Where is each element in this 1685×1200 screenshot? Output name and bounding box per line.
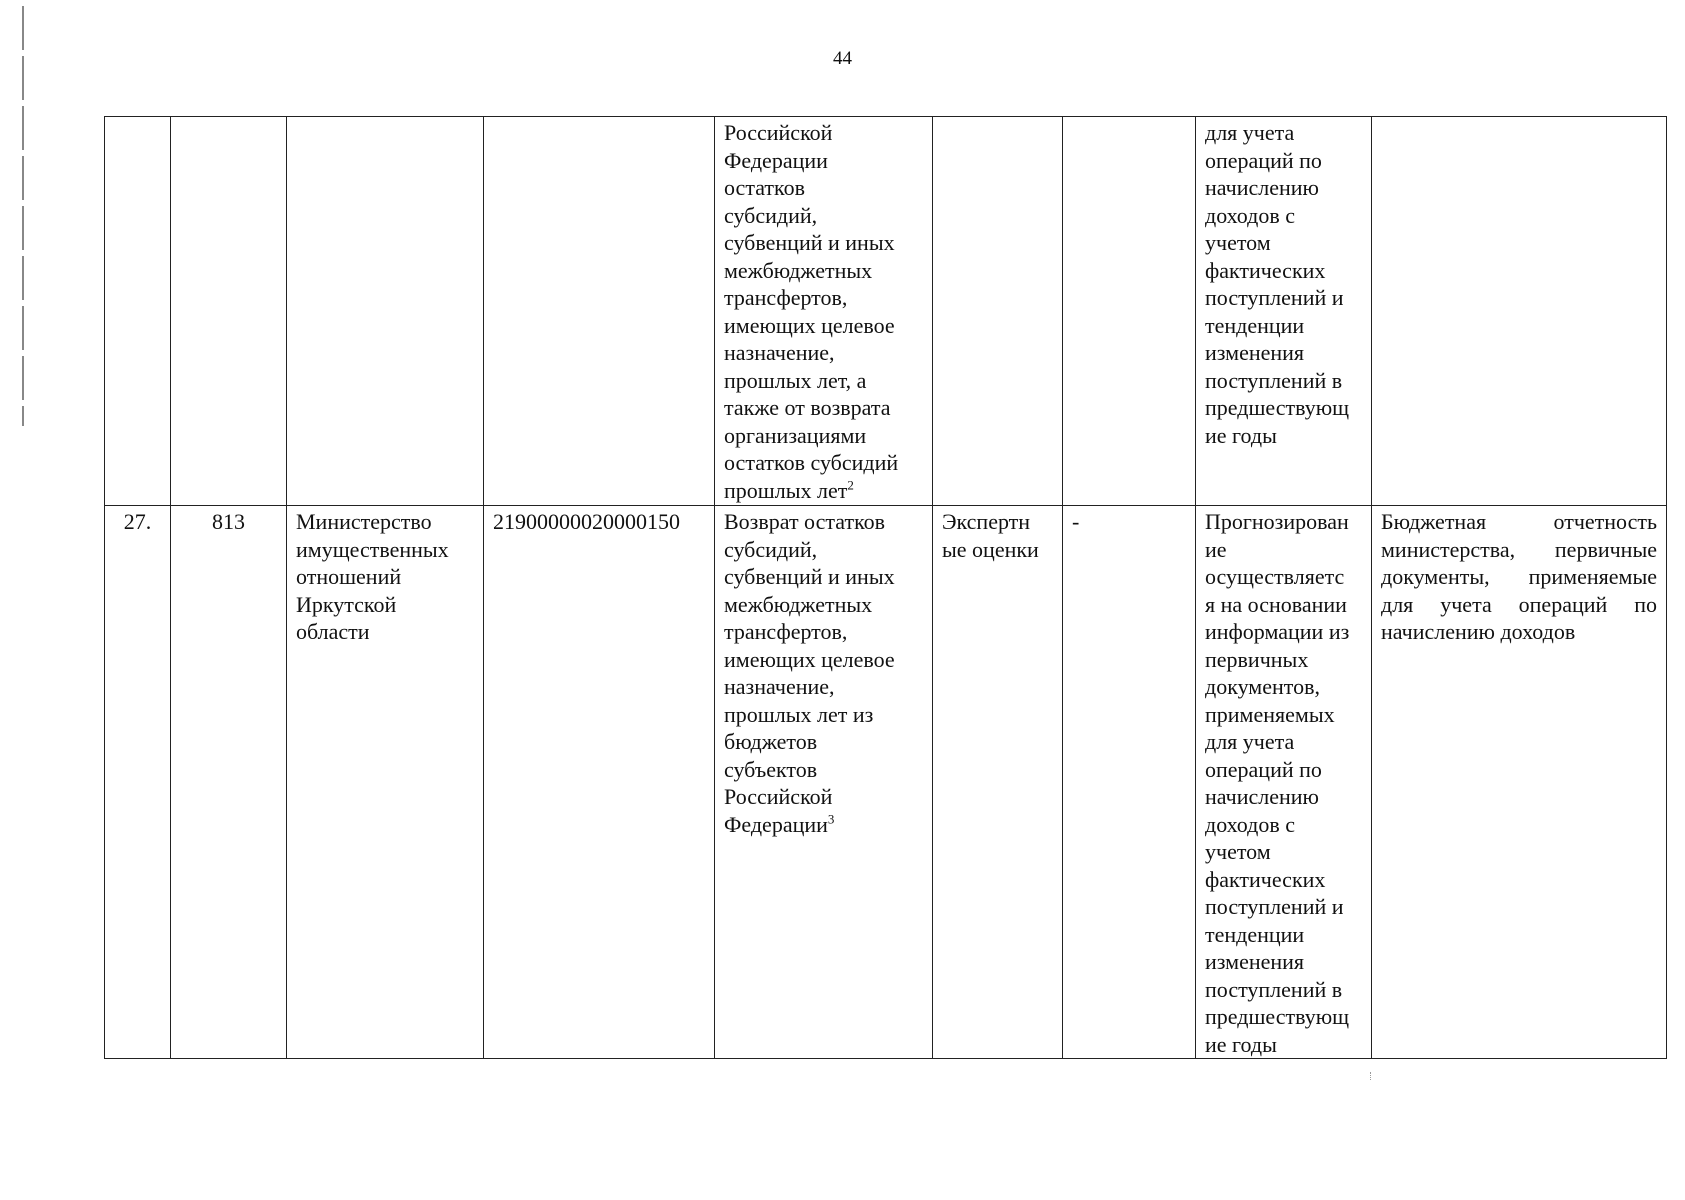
cell-code: 813 — [171, 506, 287, 1059]
revenue-name-text: Возврат остатков субсидий, субвенций и иных межбюджетных трансфертов, имеющих целевое назначение, прошлых лет из бюджетов субъектов Российской Федерации — [724, 509, 895, 837]
cell-kbk — [484, 117, 715, 506]
footnote-mark: 2 — [847, 477, 854, 493]
cell-algorithm: Прогнозирован ие осуществляетс я на основании информации из первичных документов, применяемых для учета операций по начислению доходов с учетом фактических поступлений и тенденции изменения поступлений в предшествующ ие годы — [1196, 506, 1372, 1059]
cell-revenue-name — [715, 117, 933, 506]
table-row — [105, 506, 1667, 1059]
table-row — [105, 117, 1667, 506]
cell-method: Экспертн ые оценки — [933, 506, 1063, 1059]
revenue-forecast-table — [104, 116, 1667, 1059]
cell-code — [171, 117, 287, 506]
cell-method — [933, 117, 1063, 506]
cell-num — [105, 117, 171, 506]
cell-data-source — [1372, 117, 1667, 506]
scan-artifact-dot — [1370, 1072, 1373, 1080]
cell-num: 27. — [105, 506, 171, 1059]
cell-revenue-name — [715, 506, 933, 1059]
cell-data-source: Бюджетная отчетность министерства, первичные документы, применяемые для учета операций по начислению доходов — [1372, 506, 1667, 1059]
cell-formula: - — [1063, 506, 1196, 1059]
cell-administrator — [287, 117, 484, 506]
revenue-name-text: Российской Федерации остатков субсидий, субвенций и иных межбюджетных трансфертов, имеющих целевое назначение, прошлых лет, а также от возврата организациями остатков субсидий прошлых лет — [724, 120, 899, 503]
cell-kbk: 21900000020000150 — [484, 506, 715, 1059]
cell-administrator: Министерство имущественных отношений Иркутской области — [287, 506, 484, 1059]
footnote-mark: 3 — [827, 811, 835, 827]
cell-formula — [1063, 117, 1196, 506]
page-number: 44 — [833, 48, 852, 69]
cell-algorithm: для учета операций по начислению доходов с учетом фактических поступлений и тенденции изменения поступлений в предшествующ ие годы — [1196, 117, 1372, 506]
